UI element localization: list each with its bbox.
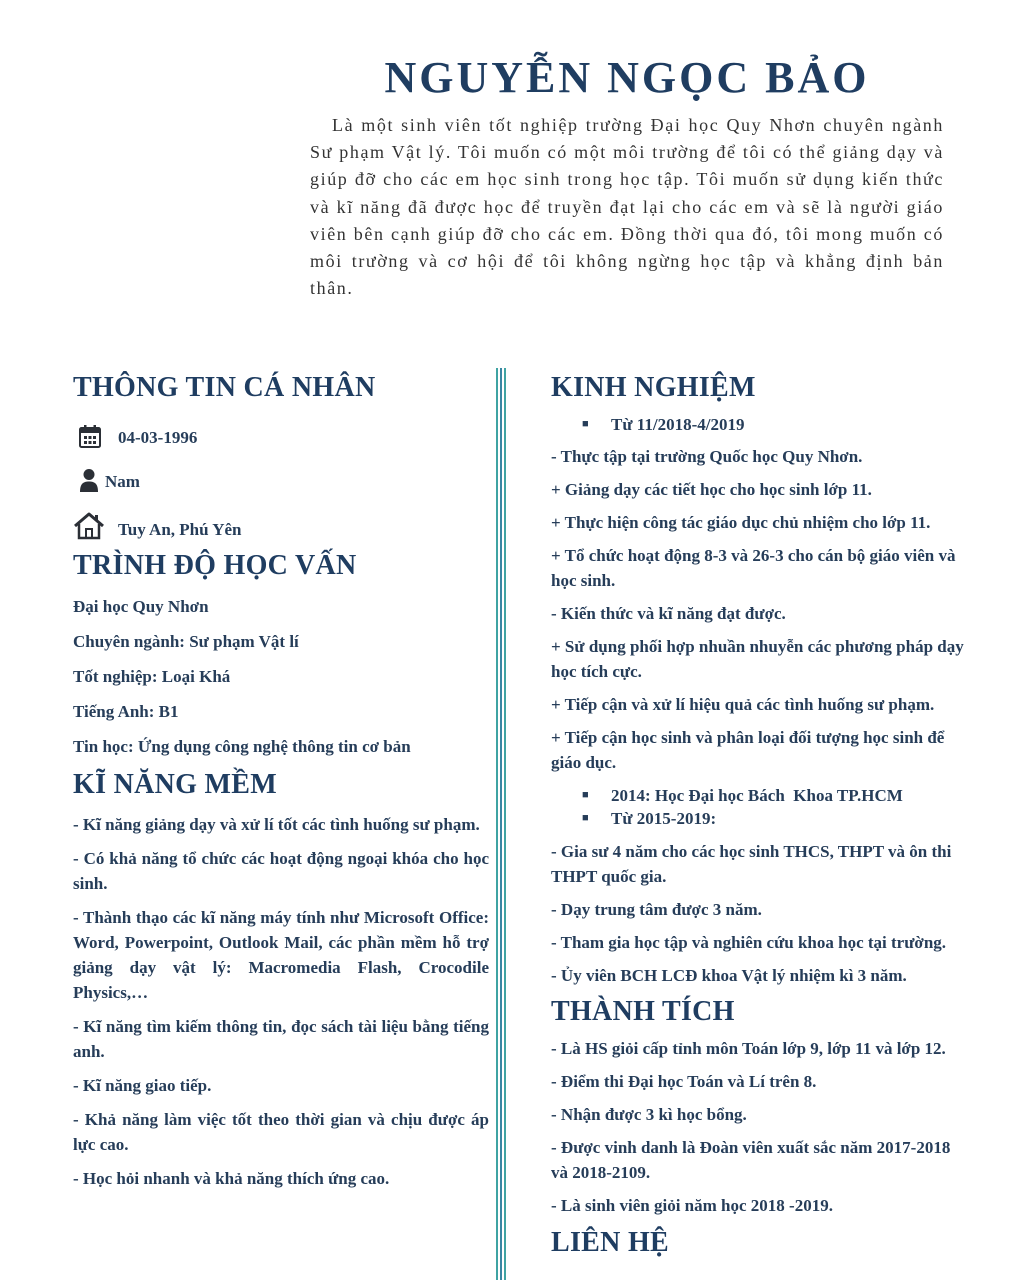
right-column [551, 372, 965, 1259]
experience-item: + Tiếp cận và xử lí hiệu quả các tình huống sư phạm. [551, 695, 935, 714]
skill-item: - Kĩ năng tìm kiếm thông tin, đọc sách tài liệu bằng tiếng anh. [73, 1017, 489, 1061]
column-divider [496, 368, 506, 1280]
experience-period: ■ 2014: Học Đại học Bách Khoa TP.HCM [551, 784, 965, 807]
candidate-name: NGUYỄN NGỌC BẢO [384, 53, 870, 102]
address-row [73, 512, 489, 540]
soft-skills-heading: KĨ NĂNG MỀM [73, 769, 277, 800]
contact-heading: LIÊN HỆ [551, 1227, 670, 1258]
experience-item: - Dạy trung tâm được 3 năm. [551, 900, 762, 919]
experience-item: - Thực tập tại trường Quốc học Quy Nhơn. [551, 447, 863, 466]
achievement-item: - Là sinh viên giỏi năm học 2018 -2019. [551, 1196, 833, 1215]
achievement-item: - Nhận được 3 kì học bổng. [551, 1105, 747, 1124]
skill-item: - Khả năng làm việc tốt theo thời gian và chịu được áp lực cao. [73, 1110, 489, 1154]
education-item: Tốt nghiệp: Loại Khá [73, 667, 231, 686]
address-value: Tuy An, Phú Yên [118, 520, 242, 539]
experience-item: - Gia sư 4 năm cho các học sinh THCS, THPT và ôn thi THPT quốc gia. [551, 842, 952, 886]
education-item: Chuyên ngành: Sư phạm Vật lí [73, 632, 299, 651]
achievements-heading: THÀNH TÍCH [551, 996, 735, 1027]
achievement-item: - Được vinh danh là Đoàn viên xuất sắc năm 2017-2018 và 2018-2109. [551, 1138, 951, 1182]
achievement-item: - Là HS giỏi cấp tỉnh môn Toán lớp 9, lớp 11 và lớp 12. [551, 1039, 946, 1058]
home-icon [73, 512, 105, 540]
skill-item: - Học hỏi nhanh và khả năng thích ứng cao. [73, 1169, 390, 1188]
education-item: Đại học Quy Nhơn [73, 597, 209, 616]
bullet-icon: ■ [582, 789, 589, 801]
experience-item: - Kiến thức và kĩ năng đạt được. [551, 604, 786, 623]
experience-item: + Giảng dạy các tiết học cho học sinh lớp 11. [551, 480, 872, 499]
birthday-row [79, 424, 489, 448]
calendar-icon [79, 424, 101, 448]
bullet-icon: ■ [582, 418, 589, 430]
experience-item: + Thực hiện công tác giáo dục chủ nhiệm cho lớp 11. [551, 513, 931, 532]
skill-item: - Có khả năng tổ chức các hoạt động ngoại khóa cho học sinh. [73, 849, 489, 893]
experience-item: + Tổ chức hoạt động 8-3 và 26-3 cho cán bộ giáo viên và học sinh. [551, 546, 956, 590]
birthday-value: 04-03-1996 [118, 428, 198, 447]
education-heading: TRÌNH ĐỘ HỌC VẤN [73, 550, 357, 581]
personal-info-heading: THÔNG TIN CÁ NHÂN [73, 372, 376, 403]
skill-item: - Thành thạo các kĩ năng máy tính như Microsoft Office: Word, Powerpoint, Outlook Mail, các phần mềm hỗ trợ giảng dạy vật lý: Macromedia Flash, Crocodile Physics,… [73, 908, 489, 1002]
skill-item: - Kĩ năng giảng dạy và xử lí tốt các tình huống sư phạm. [73, 815, 480, 834]
experience-heading: KINH NGHIỆM [551, 372, 756, 403]
left-column [73, 372, 489, 1191]
experience-item: - Tham gia học tập và nghiên cứu khoa học tại trường. [551, 933, 947, 952]
experience-item: - Ủy viên BCH LCĐ khoa Vật lý nhiệm kì 3 năm. [551, 966, 907, 985]
gender-row [79, 468, 489, 492]
bullet-icon: ■ [582, 812, 589, 824]
career-objective: Là một sinh viên tốt nghiệp trường Đại học Quy Nhơn chuyên ngành Sư phạm Vật lý. Tôi muốn có một môi trường để tôi có thể giảng dạy và giúp đỡ cho các em học sinh trong học tập. Tôi muốn sử dụng kiến thức và kĩ năng đã được học để truyền đạt lại cho các em và sẽ là người giáo viên bên cạnh giúp đỡ cho các em. Đồng thời qua đó, tôi mong muốn có môi trường và cơ hội để tôi không ngừng học tập và khẳng định bản thân. [310, 115, 944, 299]
person-icon [79, 468, 99, 492]
experience-item: + Sử dụng phối hợp nhuần nhuyễn các phương pháp dạy học tích cực. [551, 637, 964, 681]
experience-period: ■ Từ 2015-2019: [551, 807, 965, 830]
experience-item: + Tiếp cận học sinh và phân loại đối tượng học sinh để giáo dục. [551, 728, 945, 772]
gender-value: Nam [105, 472, 140, 491]
skill-item: - Kĩ năng giao tiếp. [73, 1076, 212, 1095]
education-item: Tin học: Ứng dụng công nghệ thông tin cơ bản [73, 737, 411, 756]
achievement-item: - Điểm thi Đại học Toán và Lí trên 8. [551, 1072, 817, 1091]
education-item: Tiếng Anh: B1 [73, 702, 179, 721]
experience-period: ■ Từ 11/2018-4/2019 [551, 413, 965, 436]
